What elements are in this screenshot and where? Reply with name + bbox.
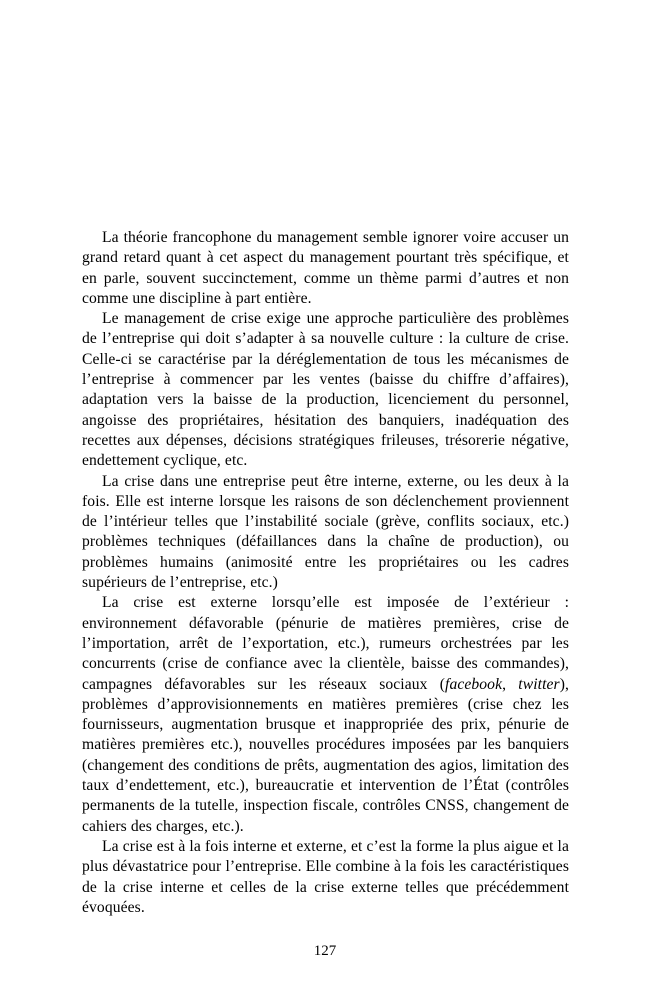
italic-text-run: facebook	[445, 675, 503, 693]
text-run: La crise est à la fois interne et externe, et c’est la forme la plus aigue et la plus dévastatrice pour l’entreprise. Elle combine à la fois les caractéristiques de la crise interne et celles de la crise externe telles que précédemment évoquées.	[82, 837, 569, 916]
paragraph	[82, 309, 569, 471]
paragraph	[82, 593, 569, 837]
italic-text-run: twitter	[518, 675, 560, 693]
text-run: Le management de crise exige une approche particulière des problèmes de l’entreprise qui doit s’adapter à sa nouvelle culture : la culture de crise. Celle-ci se caractérise par la déréglementation de tous les mécanismes de l’entreprise à commencer par les ventes (baisse du chiffre d’affaires), adaptation vers la baisse de la production, licenciement du personnel, angoisse des propriétaires, hésitation des banquiers, inadéquation des recettes aux dépenses, décisions stratégiques frileuses, trésorerie négative, endettement cyclique, etc.	[82, 310, 569, 470]
text-run: ,	[502, 675, 519, 693]
text-run: La théorie francophone du management semble ignorer voire accuser un grand retard quant à cet aspect du management pourtant très spécifique, et en parle, souvent succinctement, comme un thème parmi d’autres et non comme une discipline à part entière.	[82, 229, 569, 307]
page-number: 127	[313, 943, 337, 959]
text-run: La crise dans une entreprise peut être interne, externe, ou les deux à la fois. Elle est interne lorsque les raisons de son déclenchement proviennent de l’intérieur telles que l’instabilité sociale (grève, conflits sociaux, etc.) problèmes techniques (défaillances dans la chaîne de production), ou problèmes humains (animosité entre les propriétaires ou les cadres supérieurs de l’entreprise, etc.)	[82, 472, 569, 592]
text-run: La crise est externe lorsqu’elle est imposée de l’extérieur : environnement défavorable (pénurie de matières premières, crise de l’importation, arrêt de l’exportation, etc.), rumeurs orchestrées par les concurrents (crise de confiance avec la clientèle, baisse des commandes), campagnes défavorables sur les réseaux sociaux (	[82, 594, 569, 693]
paragraph	[82, 837, 569, 918]
paragraph	[82, 228, 569, 309]
body-text	[82, 228, 569, 918]
text-run: ), problèmes d’approvisionnements en matières premières (crise chez les fournisseurs, augmentation brusque et inappropriée des prix, pénurie de matières premières etc.), nouvelles procédures imposées par les banquiers (changement des conditions de prêts, augmentation des agios, limitation des taux d’endettement, etc.), bureaucratie et intervention de l’État (contrôles permanents de la tutelle, inspection fiscale, contrôles CNSS, changement de cahiers des charges, etc.).	[82, 675, 570, 835]
paragraph	[82, 472, 569, 594]
